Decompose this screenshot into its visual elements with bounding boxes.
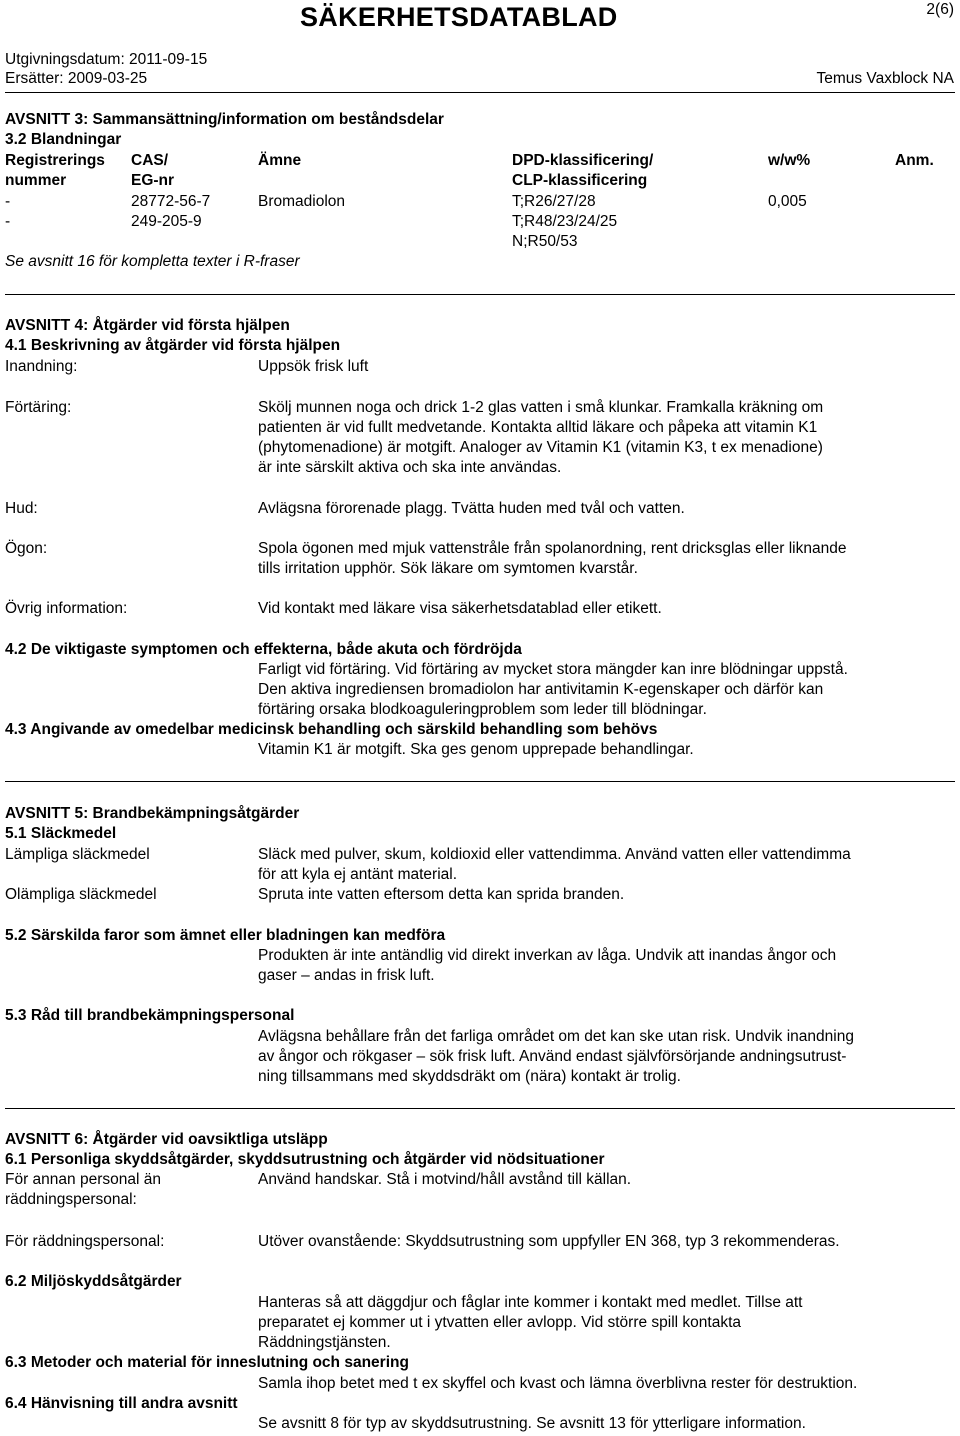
col-header-reg-2: nummer bbox=[5, 172, 67, 189]
symptoms-text-line: Den aktiva ingrediensen bromadiolon har antivitamin K-egenskaper och därför kan bbox=[258, 681, 824, 698]
document-title: SÄKERHETSDATABLAD bbox=[300, 2, 618, 32]
advice-text-line: av ångor och rökgaser – sök frisk luft. Använd endast självförsörjande andningsutrust- bbox=[258, 1048, 847, 1065]
col-header-classification: DPD-klassificering/ bbox=[512, 152, 654, 169]
cleanup-text: Samla ihop betet med t ex skyffel och kvast och lämna överblivna rester för destruktion. bbox=[258, 1375, 858, 1392]
section-3-heading: AVSNITT 3: Sammansättning/information om beståndsdelar bbox=[5, 111, 444, 128]
unsuitable-media-text: Spruta inte vatten eftersom detta kan sprida branden. bbox=[258, 886, 625, 903]
section-3-2-heading: 3.2 Blandningar bbox=[5, 131, 122, 148]
product-name: Temus Vaxblock NA bbox=[816, 70, 954, 87]
section-divider bbox=[5, 1108, 955, 1109]
page-number: 2(6) bbox=[926, 1, 954, 18]
col-header-cas: CAS/ bbox=[131, 152, 169, 169]
environment-text-line: Räddningstjänsten. bbox=[258, 1334, 391, 1351]
non-emergency-label: För annan personal än bbox=[5, 1171, 161, 1188]
inhalation-text: Uppsök frisk luft bbox=[258, 358, 369, 375]
eyes-text-line: Spola ögonen med mjuk vattenstråle från spolanordning, rent dricksglas eller liknande bbox=[258, 540, 847, 557]
section-6-1-heading: 6.1 Personliga skyddsåtgärder, skyddsutrustning och åtgärder vid nödsituationer bbox=[5, 1151, 605, 1168]
eyes-label: Ögon: bbox=[5, 540, 48, 557]
other-info-label: Övrig information: bbox=[5, 600, 128, 617]
section-5-2-heading: 5.2 Särskilda faror som ämnet eller bladningen kan medföra bbox=[5, 927, 446, 944]
symptoms-text-line: förtäring orsaka blodkoaguleringproblem som leder till blödningar. bbox=[258, 701, 707, 718]
ingestion-label: Förtäring: bbox=[5, 399, 72, 416]
environment-text-line: preparatet ej kommer ut i ytvatten eller avlopp. Vid större spill kontakta bbox=[258, 1314, 742, 1331]
section-4-3-heading: 4.3 Angivande av omedelbar medicinsk behandling och särskild behandling som behövs bbox=[5, 721, 658, 738]
cell-classification-extra: N;R50/53 bbox=[512, 233, 578, 250]
hazards-text-line: Produkten är inte antändlig vid direkt inverkan av låga. Undvik att inandas ångor och bbox=[258, 947, 837, 964]
section-6-heading: AVSNITT 6: Åtgärder vid oavsiktliga utsläpp bbox=[5, 1131, 328, 1148]
ingestion-text-line: är inte särskilt aktiva och ska inte användas. bbox=[258, 459, 562, 476]
cell-classification: T;R48/23/24/25 bbox=[512, 213, 618, 230]
r-phrases-note: Se avsnitt 16 för kompletta texter i R-fraser bbox=[5, 253, 300, 270]
cell-cas: 28772-56-7 bbox=[131, 193, 211, 210]
treatment-text: Vitamin K1 är motgift. Ska ges genom upprepade behandlingar. bbox=[258, 741, 694, 758]
ingestion-text-line: Skölj munnen noga och drick 1-2 glas vatten i små klunkar. Framkalla kräkning om bbox=[258, 399, 824, 416]
suitable-media-line: Släck med pulver, skum, koldioxid eller vattendimma. Använd vatten eller vattendimma bbox=[258, 846, 851, 863]
col-header-cas-2: EG-nr bbox=[131, 172, 175, 189]
advice-text-line: Avlägsna behållare från det farliga området om det kan ske utan risk. Undvik inandning bbox=[258, 1028, 854, 1045]
advice-text-line: ning tillsammans med skyddsdräkt om (nära) kontakt är trolig. bbox=[258, 1068, 681, 1085]
header-divider bbox=[5, 92, 955, 93]
section-4-heading: AVSNITT 4: Åtgärder vid första hjälpen bbox=[5, 317, 290, 334]
cell-substance: Bromadiolon bbox=[258, 193, 346, 210]
ingestion-text-line: (phytomenadione) är motgift. Analoger av Vitamin K1 (vitamin K3, t ex menadione) bbox=[258, 439, 823, 456]
non-emergency-text: Använd handskar. Stå i motvind/håll avstånd till källan. bbox=[258, 1171, 632, 1188]
col-header-substance: Ämne bbox=[258, 152, 302, 169]
section-divider bbox=[5, 781, 955, 782]
issue-date: Utgivningsdatum: 2011-09-15 bbox=[5, 51, 208, 68]
unsuitable-media-label: Olämpliga släckmedel bbox=[5, 886, 157, 903]
other-info-text: Vid kontakt med läkare visa säkerhetsdatablad eller etikett. bbox=[258, 600, 662, 617]
col-header-note: Anm. bbox=[895, 152, 934, 169]
suitable-media-label: Lämpliga släckmedel bbox=[5, 846, 150, 863]
cell-cas: 249-205-9 bbox=[131, 213, 202, 230]
reference-text: Se avsnitt 8 för typ av skyddsutrustning. Se avsnitt 13 för ytterligare information. bbox=[258, 1415, 806, 1432]
inhalation-label: Inandning: bbox=[5, 358, 78, 375]
section-5-heading: AVSNITT 5: Brandbekämpningsåtgärder bbox=[5, 805, 300, 822]
section-divider bbox=[5, 294, 955, 295]
cell-reg: - bbox=[5, 193, 11, 210]
section-5-3-heading: 5.3 Råd till brandbekämpningspersonal bbox=[5, 1007, 295, 1024]
ingestion-text-line: patienten är vid fullt medvetande. Kontakta alltid läkare och påpeka att vitamin K1 bbox=[258, 419, 818, 436]
symptoms-text-line: Farligt vid förtäring. Vid förtäring av mycket stora mängder kan inre blödningar uppstå. bbox=[258, 661, 848, 678]
skin-text: Avlägsna förorenade plagg. Tvätta huden med tvål och vatten. bbox=[258, 500, 685, 517]
section-6-2-heading: 6.2 Miljöskyddsåtgärder bbox=[5, 1273, 182, 1290]
section-6-3-heading: 6.3 Metoder och material för inneslutning och sanering bbox=[5, 1354, 409, 1371]
emergency-text: Utöver ovanstående: Skyddsutrustning som uppfyller EN 368, typ 3 rekommenderas. bbox=[258, 1233, 840, 1250]
cell-reg: - bbox=[5, 213, 11, 230]
section-6-4-heading: 6.4 Hänvisning till andra avsnitt bbox=[5, 1395, 238, 1412]
non-emergency-label-2: räddningspersonal: bbox=[5, 1191, 137, 1208]
hazards-text-line: gaser – andas in frisk luft. bbox=[258, 967, 435, 984]
col-header-classification-2: CLP-klassificering bbox=[512, 172, 648, 189]
environment-text-line: Hanteras så att däggdjur och fåglar inte kommer i kontakt med medlet. Tillse att bbox=[258, 1294, 803, 1311]
suitable-media-line: för att kyla ej antänt material. bbox=[258, 866, 458, 883]
section-4-2-heading: 4.2 De viktigaste symptomen och effekterna, både akuta och fördröjda bbox=[5, 641, 522, 658]
cell-classification: T;R26/27/28 bbox=[512, 193, 596, 210]
replaces-date: Ersätter: 2009-03-25 bbox=[5, 70, 148, 87]
emergency-label: För räddningspersonal: bbox=[5, 1233, 165, 1250]
section-4-1-heading: 4.1 Beskrivning av åtgärder vid första hjälpen bbox=[5, 337, 341, 354]
skin-label: Hud: bbox=[5, 500, 38, 517]
cell-ww: 0,005 bbox=[768, 193, 807, 210]
section-5-1-heading: 5.1 Släckmedel bbox=[5, 825, 117, 842]
eyes-text-line: tills irritation upphör. Sök läkare om symtomen kvarstår. bbox=[258, 560, 638, 577]
col-header-ww: w/w% bbox=[768, 152, 811, 169]
col-header-reg: Registrerings bbox=[5, 152, 105, 169]
